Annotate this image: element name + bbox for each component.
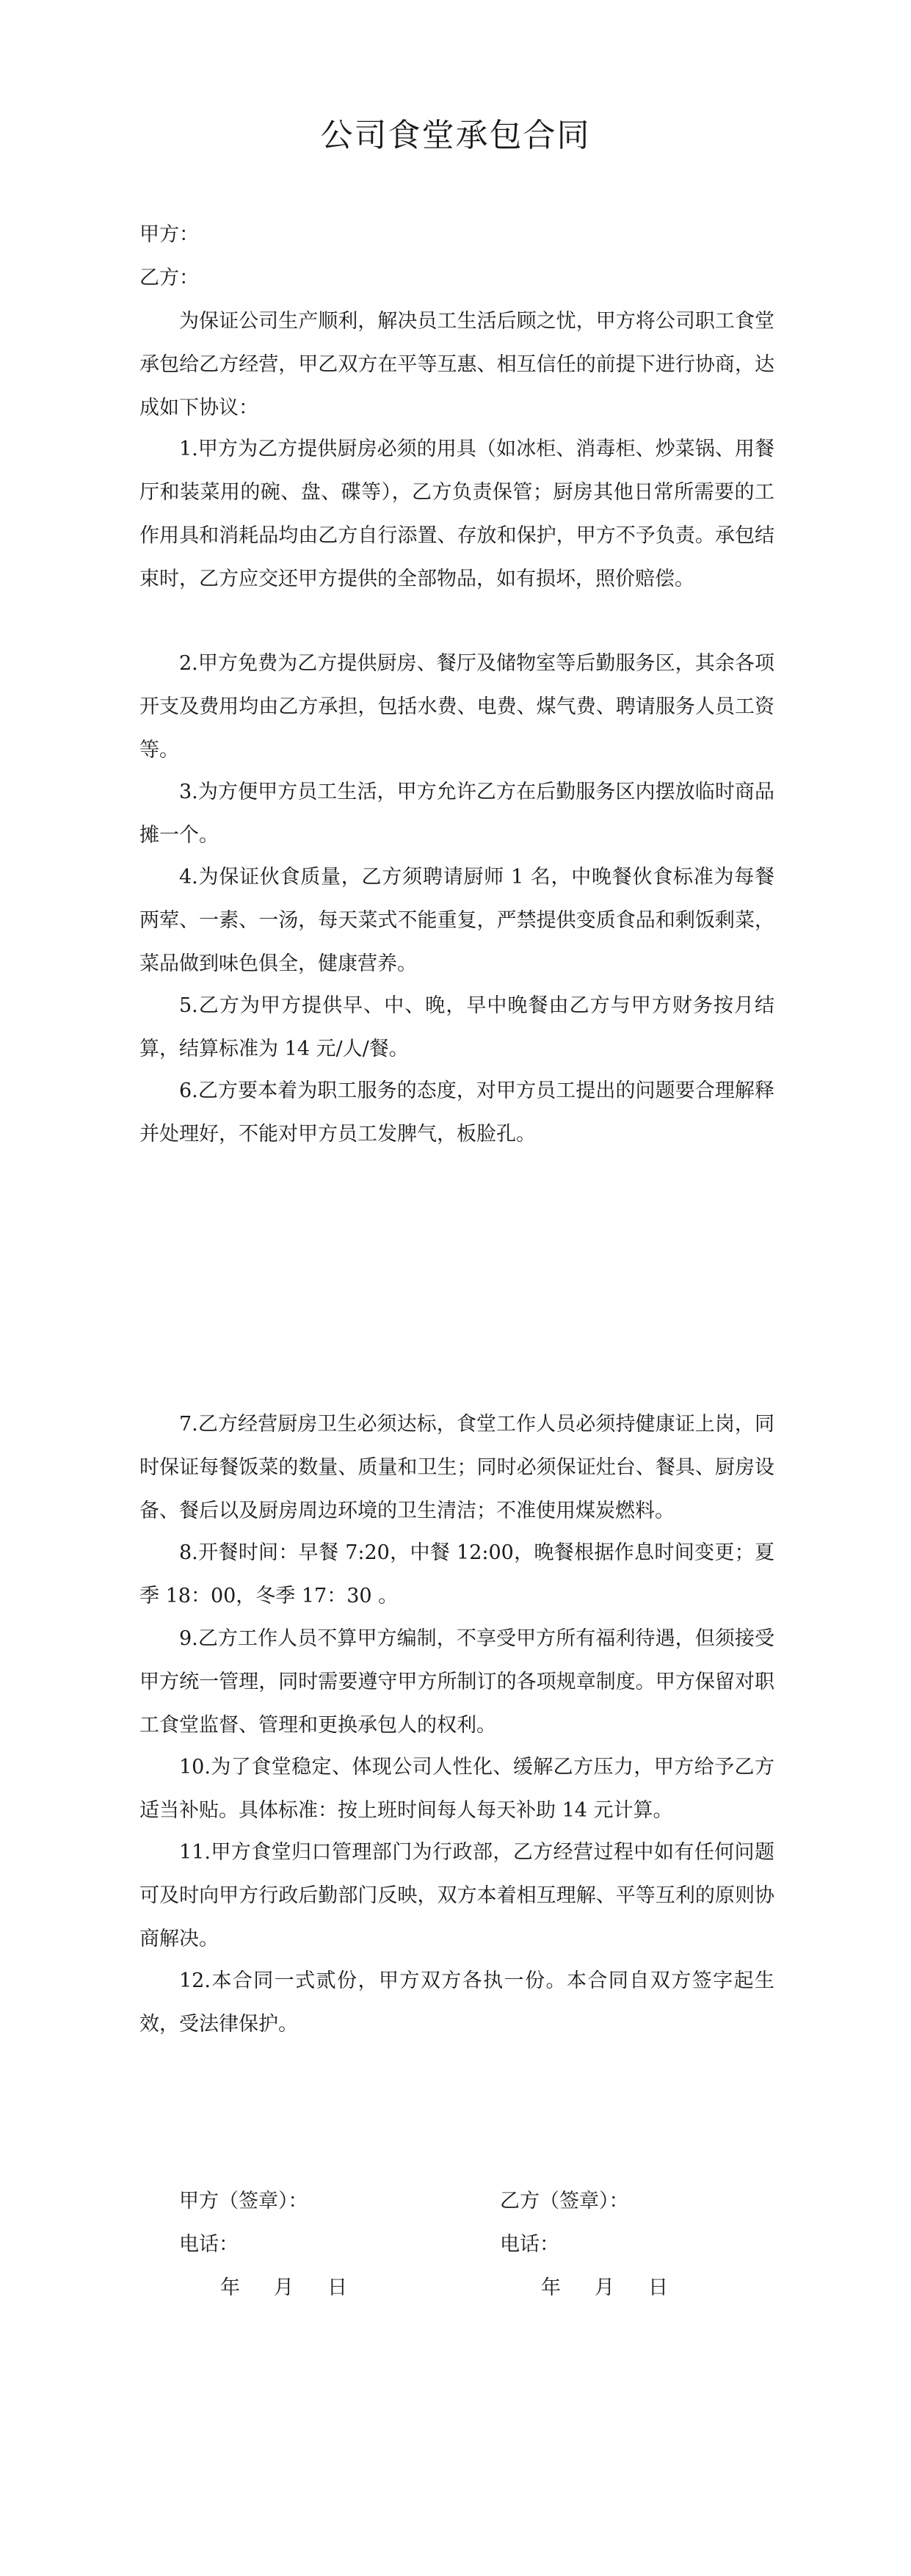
party-a-line: 甲方： — [139, 223, 199, 246]
clause-6: 6.乙方要本着为职工服务的态度，对甲方员工提出的问题要合理解释并处理好，不能对甲方员工发脾气，板脸孔。 — [139, 1079, 774, 1146]
clause-7: 7.乙方经营厨房卫生必须达标，食堂工作人员必须持健康证上岗，同时保证每餐饭菜的数量、质量和卫生；同时必须保证灶台、餐具、厨房设备、餐后以及厨房周边环境的卫生清洁；不准使用煤炭燃料。 — [139, 1413, 774, 1522]
party-a-year: 年 — [220, 2276, 240, 2299]
page-title: 公司食堂承包合同 — [320, 117, 591, 154]
clause-3: 3.为方便甲方员工生活，甲方允许乙方在后勤服务区内摆放临时商品摊一个。 — [139, 781, 774, 847]
party-b-month: 月 — [595, 2276, 614, 2299]
party-b-phone-label: 电话： — [500, 2233, 559, 2256]
party-a-phone-label: 电话： — [179, 2233, 239, 2256]
party-b-line: 乙方： — [139, 267, 199, 289]
clause-11: 11.甲方食堂归口管理部门为行政部，乙方经营过程中如有任何问题可及时向甲方行政后勤部门反映，双方本着相互理解、平等互利的原则协商解决。 — [139, 1841, 774, 1950]
clause-2: 2.甲方免费为乙方提供厨房、餐厅及储物室等后勤服务区，其余各项开支及费用均由乙方承担，包括水费、电费、煤气费、聘请服务人员工资等。 — [139, 652, 774, 761]
party-b-day: 日 — [648, 2276, 668, 2299]
clause-12: 12.本合同一式贰份，甲方双方各执一份。本合同自双方签字起生效，受法律保护。 — [139, 1969, 774, 2036]
preamble-paragraph: 为保证公司生产顺利，解决员工生活后顾之忧，甲方将公司职工食堂承包给乙方经营，甲乙双方在平等互惠、相互信任的前提下进行协商，达成如下协议： — [139, 310, 774, 419]
party-a-sign-label: 甲方（签章）： — [179, 2190, 308, 2213]
party-a-month: 月 — [274, 2276, 294, 2299]
clause-8: 8.开餐时间：早餐 7:20，中餐 12:00，晚餐根据作息时间变更；夏季 18：00，冬季 17：30 。 — [139, 1541, 774, 1607]
signature-block-party-b — [500, 2179, 668, 2309]
signature-block-party-a — [179, 2179, 347, 2309]
clause-10: 10.为了食堂稳定、体现公司人性化、缓解乙方压力，甲方给予乙方适当补贴。具体标准：按上班时间每人每天补助 14 元计算。 — [139, 1756, 774, 1822]
party-b-year: 年 — [541, 2276, 561, 2299]
clause-4: 4.为保证伙食质量，乙方须聘请厨师 1 名，中晚餐伙食标准为每餐两荤、一素、一汤，每天菜式不能重复，严禁提供变质食品和剩饭剩菜，菜品做到味色俱全，健康营养。 — [139, 866, 774, 975]
party-b-date-line — [500, 2266, 668, 2309]
clause-5: 5.乙方为甲方提供早、中、晚，早中晚餐由乙方与甲方财务按月结算，结算标准为 14 元/人/餐。 — [139, 994, 774, 1060]
party-b-sign-label: 乙方（签章）： — [500, 2190, 629, 2213]
party-a-date-line — [179, 2266, 347, 2309]
clause-9: 9.乙方工作人员不算甲方编制，不享受甲方所有福利待遇，但须接受甲方统一管理，同时需要遵守甲方所制订的各项规章制度。甲方保留对职工食堂监督、管理和更换承包人的权利。 — [139, 1627, 774, 1737]
party-a-day: 日 — [327, 2276, 347, 2299]
clause-1: 1.甲方为乙方提供厨房必须的用具（如冰柜、消毒柜、炒菜锅、用餐厅和装菜用的碗、盘、碟等），乙方负责保管；厨房其他日常所需要的工作用具和消耗品均由乙方自行添置、存放和保护，甲方不予负责。承包结束时，乙方应交还甲方提供的全部物品，如有损坏，照价赔偿。 — [139, 438, 774, 590]
